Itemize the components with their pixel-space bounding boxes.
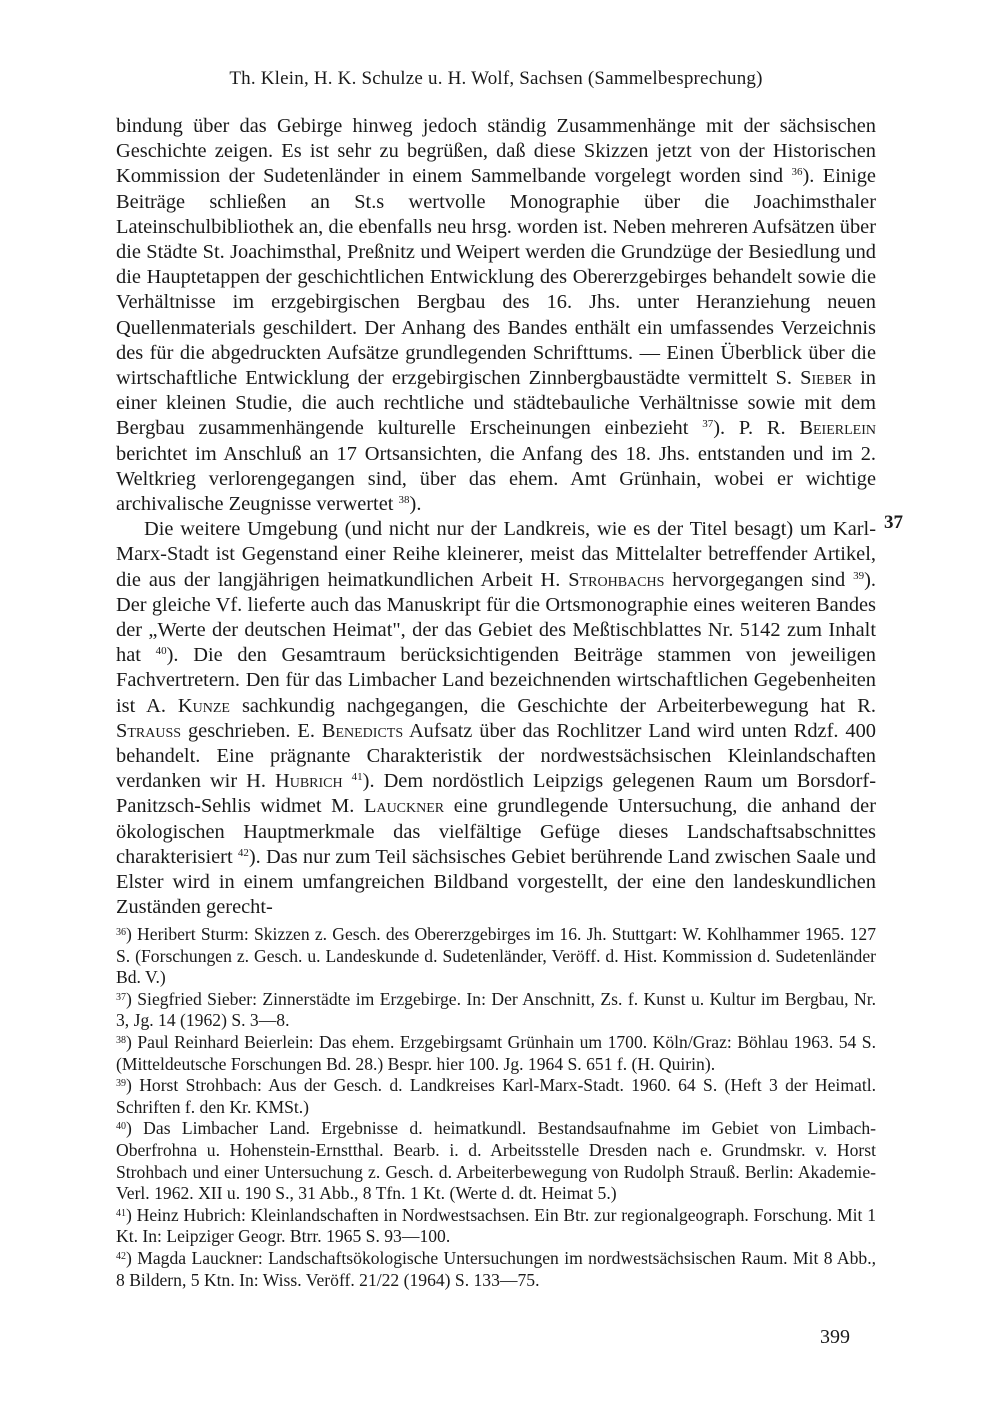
footnote-text: ) Horst Strohbach: Aus der Gesch. d. Landkreises Karl-Marx-Stadt. 1960. 64 S. (Heft 3 der Heimatl. Schriften f. den Kr. KMSt.) [116,1075,876,1117]
footnote-mark: 36 [116,927,126,938]
footnote-ref-41: 41 [351,771,363,784]
margin-section-number: 37 [884,512,903,533]
text-run: bindung über das Gebirge hinweg jedoch ständig Zusammenhänge mit der sächsischen Geschichte zeigen. Es ist sehr zu begrüßen, daß diese Skizzen jetzt von der Historischen Kommission der Sudetenländer in einem Sammelbande vorgelegt worden sind [116,115,876,188]
footnote-text: ) Paul Reinhard Beierlein: Das ehem. Erzgebirgsamt Grünhain um 1700. Köln/Graz: Böhlau 1963. 54 S. (Mitteldeutsche Forschungen Bd. 28.) Bespr. hier 100. Jg. 1964 S. 651 f. (H. Quirin). [116,1031,876,1074]
footnote-text: ) Siegfried Sieber: Zinnerstädte im Erzgebirge. In: Der Anschnitt, Zs. f. Kunst u. Kultur im Bergbau, Nr. 3, Jg. 14 (1962) S. 3—8. [116,988,876,1031]
text-run: ). Der gleiche Vf. lieferte auch das Manuskript für die Ortsmonographie eines weiteren Bandes der „Werte der deutschen Heimat", der das Gebiet des Meßtischblattes Nr. 5142 zum Inhalt hat [116,568,876,667]
text-run: Die weitere Umgebung (und nicht nur der Landkreis, wie es der Titel besagt) um Karl-Marx-Stadt ist Gegenstand einer Reihe kleinerer, meist das Mittelalter betreffender Artikel, die aus der langjährigen heimatkundlichen Arbeit H. [116,518,876,591]
footnote-text: ) Heinz Hubrich: Kleinlandschaften in Nordwestsachsen. Ein Btr. zur regionalgeograph. Forschung. Mit 1 Kt. In: Leipziger Geogr. Btrr. 1965 S. 93—100. [116,1204,876,1247]
text-run: ). Dem nordöstlich Leipzigs gelegenen Raum um Borsdorf-Panitzsch-Sehlis widmet M. [116,770,876,818]
text-run: eine grundlegende Untersuchung, die anhand der ökologischen Hauptmerkmale das vielfältige Gefüge dieses Landschaftsabschnittes charakterisiert [116,795,876,868]
footnote-ref-38: 38 [398,494,410,507]
author-name: Hubrich [275,770,343,793]
text-run: sachkundig nachgegangen, die Geschichte der Arbeiterbewegung hat R. [241,694,876,717]
text-run: ). [409,493,422,516]
footnote-38 [116,1032,876,1075]
text-run: berichtet im Anschluß an 17 Ortsansichten, die Anfang des 18. Jhs. entstanden und im 2. Weltkrieg verlorengegangen sind, über das ehem. Amt Grünhain, wobei er wichtige archivalische Zeugnisse verwertet [116,442,876,516]
running-header: Th. Klein, H. K. Schulze u. H. Wolf, Sachsen (Sammelbesprechung) [229,68,763,89]
text-run: geschrieben. E. [187,719,315,742]
footnote-ref-42: 42 [237,846,249,859]
footnote-mark: 38 [116,1034,126,1046]
footnote-text: ) Magda Lauckner: Landschaftsökologische Untersuchungen im nordwestsächsischen Raum. Mit 8 Abb., 8 Bildern, 5 Ktn. In: Wiss. Veröff. 21/22 (1964) S. 133—75. [116,1247,876,1290]
footnote-39 [116,1075,876,1118]
footnote-mark: 42 [116,1250,126,1262]
text-run: in einer kleinen Studie, die auch rechtliche und städtebauliche Verhältnisse sowie mit dem Bergbau zusammenhängende kulturelle Erscheinungen einbezieht [116,367,876,440]
footnote-42 [116,1248,876,1291]
text-run: hervorgegangen sind [672,568,846,591]
author-name: Sieber [800,367,852,390]
author-name: Lauckner [364,795,445,818]
paragraph-1 [116,114,876,517]
text-run: ). Das nur zum Teil sächsisches Gebiet berührende Land zwischen Saale und Elster wird in einem umfangreichen Bildband vorgestellt, der eine den landeskundlichen Zuständen gerecht- [116,845,876,919]
footnote-mark: 37 [116,991,126,1003]
footnote-text: ) Das Limbacher Land. Ergebnisse d. heimatkundl. Bestandsaufnahme im Gebiet von Limbach-Oberfrohna u. Hohenstein-Ernstthal. Bearb. i. d. Arbeitsstelle Dresden nach e. Grundmskr. v. Horst Strohbach und einer Untersuchung z. Gesch. d. Arbeiterbewegung von Rudolph Strauß. Berlin: Akademie-Verl. 1962. XII u. 190 S., 31 Abb., 8 Tfn. 1 Kt. (Werte d. dt. Heimat 5.) [116,1118,876,1204]
footnote-ref-39: 39 [853,569,865,582]
text-run: Aufsatz über das Rochlitzer Land wird unten Rdzf. 400 behandelt. Eine prägnante Charakteristik der nordwestsächsischen Kleinlandschaften verdanken wir H. [116,719,876,793]
text-run: ). Die den Gesamtraum berücksichtigenden Beiträge stammen von jeweiligen Fachvertretern. Den für das Limbacher Land bezeichnenden wirtschaftlichen Gegebenheiten ist A. [116,644,876,717]
paragraph-2 [116,517,876,920]
footnote-mark: 40 [116,1121,126,1133]
footnote-text: ) Heribert Sturm: Skizzen z. Gesch. des Obererzgebirges im 16. Jh. Stuttgart: W. Kohlhammer 1965. 127 S. (Forschungen z. Gesch. u. Landeskunde d. Sudetenländer, Veröff. d. Hist. Kommission d. Sudetenländer Bd. V.) [116,924,876,988]
footnote-ref-37: 37 [702,418,714,431]
footnote-40 [116,1118,876,1204]
footnote-mark: 39 [116,1078,126,1090]
author-name: Benedicts [321,719,404,742]
author-name: Beierlein [799,417,876,440]
page-number: 399 [820,1326,850,1348]
footnote-ref-40: 40 [155,645,167,658]
text-run: ). P. R. [713,417,786,440]
author-name: Kunze [177,694,230,717]
text-run: ). Einige Beiträge schließen an St.s wertvolle Monographie über die Joachimsthaler Lateinschulbibliothek an, die ebenfalls neu hrsg. worden ist. Neben mehreren Aufsätzen über die Städte St. Joachimsthal, Preßnitz und Weipert werden die Grundzüge der Besiedlung und die Hauptetappen der geschichtlichen Entwicklung des Obererzgebirges behandelt sowie die Verhältnisse im erzgebirgischen Bergbau des 16. Jhs. unter Heranziehung neuen Quellenmaterials geschildert. Der Anhang des Bandes enthält ein umfassendes Verzeichnis des für die abgedruckten Aufsätze grundlegenden Schrifttums. — Einen Überblick über die wirtschaftliche Entwicklung der erzgebirgischen Zinnbergbaustädte vermittelt S. [116,165,876,390]
footnote-41 [116,1205,876,1248]
footnote-36 [116,924,876,989]
footnote-37 [116,989,876,1032]
footnotes [116,924,876,1291]
author-name: Strauss [116,719,182,742]
author-name: Strohbachs [568,568,665,591]
footnote-mark: 41 [116,1207,126,1219]
footnote-ref-36: 36 [791,166,803,179]
main-text [116,114,876,921]
